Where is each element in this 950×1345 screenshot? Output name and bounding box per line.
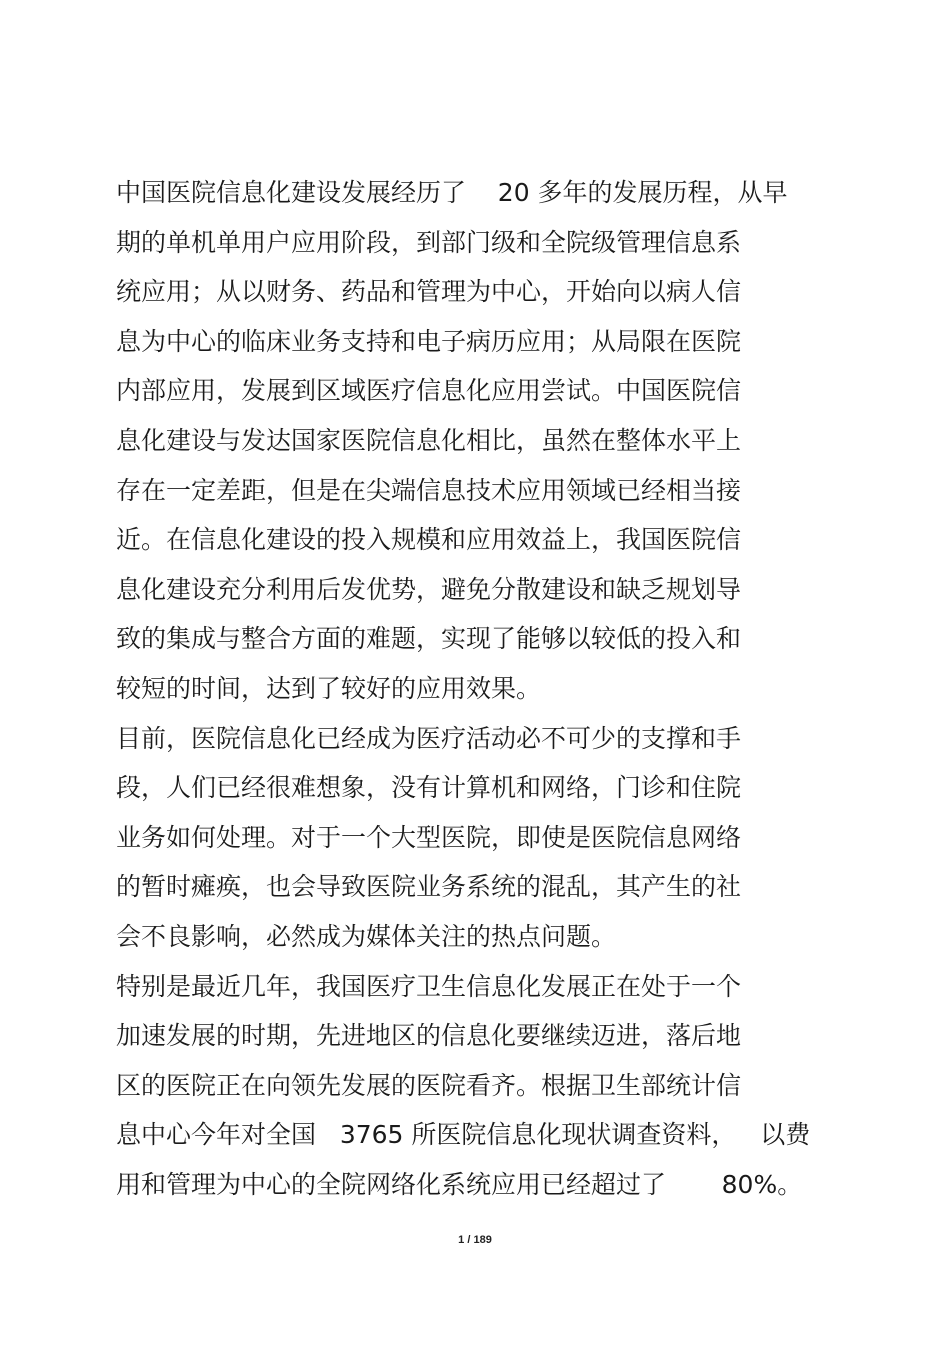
text-line: 区的医院正在向领先发展的医院看齐。根据卫生部统计信 xyxy=(116,1070,742,1100)
text-line: 特别是最近几年，我国医疗卫生信息化发展正在处于一个 xyxy=(116,971,742,1001)
text-line: 期的单机单用户应用阶段，到部门级和全院级管理信息系 xyxy=(116,227,742,257)
text-line: 目前，医院信息化已经成为医疗活动必不可少的支撑和手 xyxy=(116,723,742,753)
text-line: 息中心今年对全国 3765 所医院信息化现状调查资料， 以费 xyxy=(116,1120,811,1150)
text-line: 加速发展的时期，先进地区的信息化要继续迈进，落后地 xyxy=(116,1021,742,1051)
text-line: 段，人们已经很难想象，没有计算机和网络，门诊和住院 xyxy=(116,773,742,803)
page-number: 1 / 189 xyxy=(458,1234,492,1246)
text-line: 息化建设与发达国家医院信息化相比，虽然在整体水平上 xyxy=(116,425,742,455)
text-line: 存在一定差距，但是在尖端信息技术应用领域已经相当接 xyxy=(116,475,742,505)
text-line: 较短的时间，达到了较好的应用效果。 xyxy=(116,673,542,703)
text-line: 中国医院信息化建设发展经历了 20 多年的发展历程，从早 xyxy=(116,178,788,207)
text-line: 用和管理为中心的全院网络化系统应用已经超过了 80%。 xyxy=(116,1169,803,1199)
text-line: 会不良影响，必然成为媒体关注的热点问题。 xyxy=(116,921,617,951)
text-line: 业务如何处理。对于一个大型医院，即使是医院信息网络 xyxy=(116,822,742,852)
text-line: 的暂时瘫痪，也会导致医院业务系统的混乱，其产生的社 xyxy=(116,872,742,902)
text-line: 统应用；从以财务、药品和管理为中心，开始向以病人信 xyxy=(116,277,742,307)
text-line: 内部应用，发展到区域医疗信息化应用尝试。中国医院信 xyxy=(116,376,742,406)
text-line: 致的集成与整合方面的难题，实现了能够以较低的投入和 xyxy=(116,624,742,654)
body-text xyxy=(116,168,836,1209)
text-line: 息为中心的临床业务支持和电子病历应用；从局限在医院 xyxy=(116,326,742,356)
text-line: 息化建设充分利用后发优势，避免分散建设和缺乏规划导 xyxy=(116,574,742,604)
text-line: 近。在信息化建设的投入规模和应用效益上，我国医院信 xyxy=(116,525,742,555)
